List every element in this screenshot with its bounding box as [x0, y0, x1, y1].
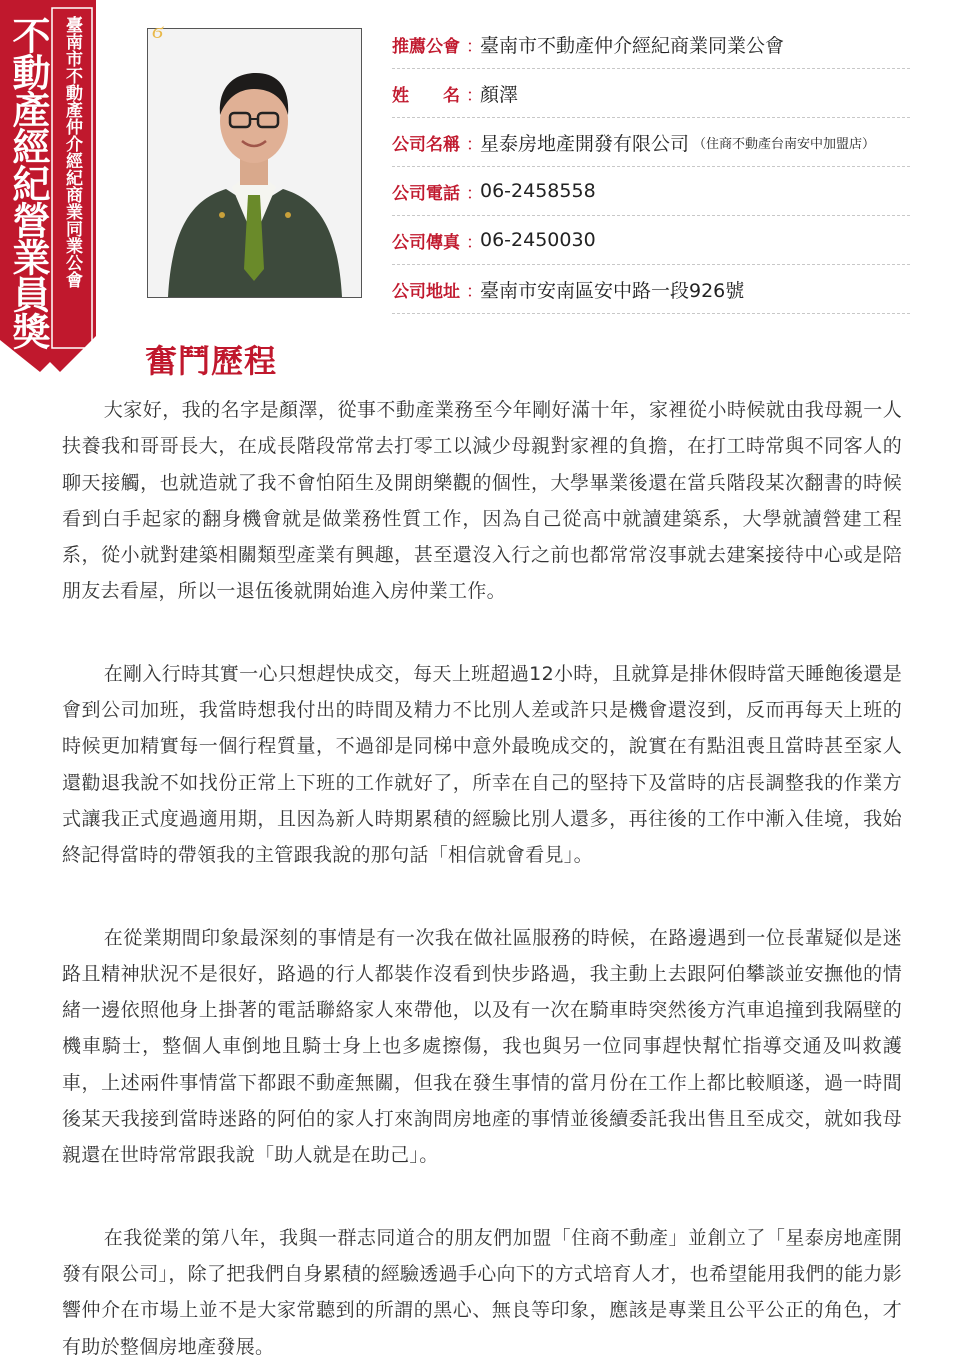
- info-colon: ：: [466, 281, 483, 302]
- award-title: 不動產經紀營業員獎: [6, 16, 50, 349]
- info-value: 星泰房地產開發有限公司: [480, 132, 690, 155]
- award-ribbon: [0, 0, 100, 374]
- info-row-company: [392, 118, 910, 167]
- info-value: 顏澤: [480, 83, 519, 106]
- info-value: 臺南市安南區安中路一段926號: [480, 279, 745, 302]
- info-row-name: [392, 69, 910, 118]
- story-paragraph: 大家好，我的名字是顏澤，從事不動產業務至今年剛好滿十年，家裡從小時候就由我母親一人扶養我和哥哥長大，在成長階段常常去打零工以減少母親對家裡的負擔，在打工時常與不同客人的聊天接觸，也就造就了我不會怕陌生及開朗樂觀的個性，大學畢業後還在當兵階段某次翻書的時候看到白手起家的翻身機會就是做業務性質工作，因為自己從高中就讀建築系，大學就讀營建工程系，從小就對建築相關類型產業有興趣，甚至還沒入行之前也都常常沒事就去建案接待中心或是陪朋友去看屋，所以一退伍後就開始進入房仲業工作。: [62, 399, 902, 603]
- story-body: [62, 392, 902, 1367]
- gold-swirl-logo-icon: ϭ: [152, 19, 163, 44]
- info-row-phone: [392, 167, 910, 216]
- info-label: 姓 名: [392, 85, 460, 106]
- info-row-address: [392, 265, 910, 314]
- info-colon: ：: [466, 36, 483, 57]
- info-row-association: [392, 20, 910, 69]
- info-note: （住商不動產台南安中加盟店）: [693, 136, 876, 152]
- info-label: 公司傳真: [392, 232, 460, 253]
- info-label: 公司地址: [392, 281, 460, 302]
- story-paragraph: 在剛入行時其實一心只想趕快成交，每天上班超過12小時，且就算是排休假時當天睡飽後還是會到公司加班，我當時想我付出的時間及精力不比別人差或許只是機會還沒到，反而再每天上班的時候更加精實每一個行程質量，不過卻是同梯中意外最晚成交的，說實在有點沮喪且當時甚至家人還勸退我說不如找份正常上下班的工作就好了，所幸在自己的堅持下及當時的店長調整我的作業方式讓我正式度過適用期，且因為新人時期累積的經驗比別人還多，再往後的工作中漸入佳境，我始終記得當時的帶領我的主管跟我說的那句話「相信就會看見」。: [62, 662, 902, 867]
- info-label: 推薦公會: [392, 36, 460, 57]
- info-colon: ：: [466, 134, 483, 155]
- info-label: 公司名稱: [392, 134, 460, 155]
- info-label: 公司電話: [392, 183, 460, 204]
- info-value: 臺南市不動產仲介經紀商業同業公會: [480, 34, 785, 57]
- info-value: 06-2458558: [480, 180, 596, 202]
- profile-info: [392, 20, 910, 314]
- profile-photo: [147, 28, 362, 298]
- story-paragraph: 在我從業的第八年，我與一群志同道合的朋友們加盟「住商不動產」並創立了「星泰房地產開發有限公司」，除了把我們自身累積的經驗透過手心向下的方式培育人才，也希望能用我們的能力影響仲介在市場上並不是大家常聽到的所謂的黑心、無良等印象，應該是專業且公平公正的角色，才有助於整個房地產發展。: [62, 1226, 902, 1358]
- info-value: 06-2450030: [480, 229, 596, 251]
- info-colon: ：: [466, 85, 483, 106]
- info-colon: ：: [466, 183, 483, 204]
- info-colon: ：: [466, 232, 483, 253]
- portrait-photo-icon: [148, 29, 361, 297]
- story-paragraph: 在從業期間印象最深刻的事情是有一次我在做社區服務的時候，在路邊遇到一位長輩疑似是迷路且精神狀況不是很好，路過的行人都裝作沒看到快步路過，我主動上去跟阿伯攀談並安撫他的情緒一邊依照他身上掛著的電話聯絡家人來帶他，以及有一次在騎車時突然後方汽車追撞到我隔壁的機車騎士，整個人車倒地且騎士身上也多處擦傷，我也與另一位同事趕快幫忙指導交通及叫救護車，上述兩件事情當下都跟不動產無關，但我在發生事情的當月份在工作上都比較順遂，過一時間後某天我接到當時迷路的阿伯的家人打來詢問房地產的事情並後續委託我出售且至成交，就如我母親還在世時常常跟我說「助人就是在助己」。: [62, 926, 902, 1167]
- section-heading: 奮鬥歷程: [145, 342, 278, 380]
- info-row-fax: [392, 216, 910, 265]
- association-name: 臺南市不動產仲介經紀商業同業公會: [62, 16, 82, 288]
